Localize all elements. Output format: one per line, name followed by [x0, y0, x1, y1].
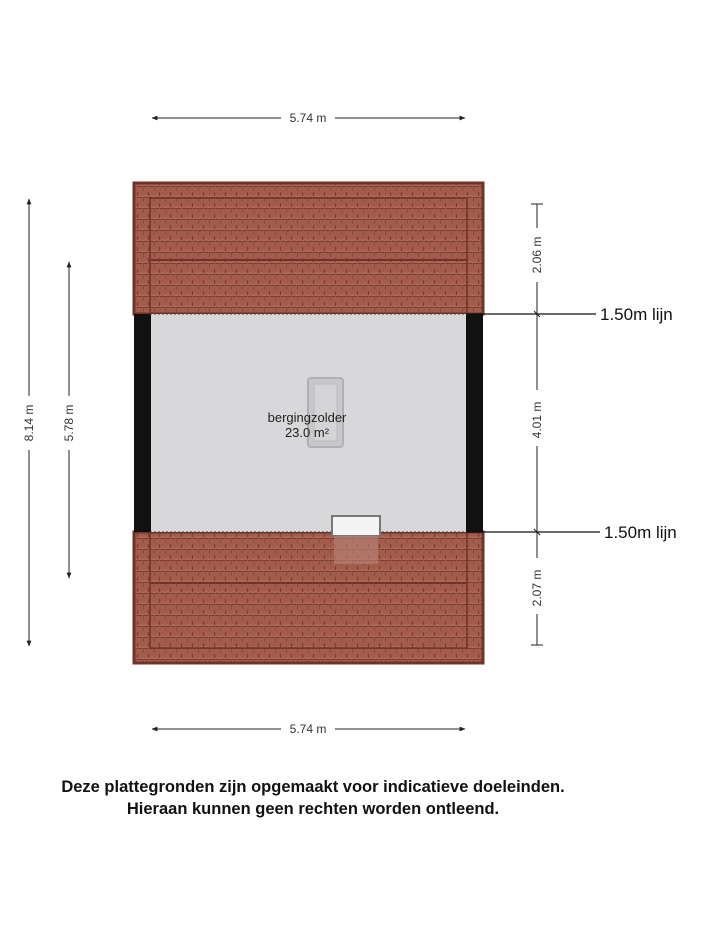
right-top-label: 2.06 m [530, 236, 544, 274]
line-150-upper-label: 1.50m lijn [600, 305, 673, 324]
line-150-lower [466, 523, 677, 542]
width-top-label: 5.74 m [289, 111, 327, 125]
height-total-label: 8.14 m [22, 404, 36, 442]
dimension-height-inner [62, 262, 76, 578]
height-inner-label: 5.78 m [62, 404, 76, 442]
disclaimer [0, 776, 626, 820]
room-name: bergingzolder [267, 410, 347, 425]
disclaimer-line-2: Hieraan kunnen geen rechten worden ontleend. [126, 800, 500, 818]
disclaimer-line-1: Deze plattegronden zijn opgemaakt voor indicatieve doeleinden. [61, 778, 565, 796]
dimension-width-bottom [152, 722, 465, 736]
width-bottom-label: 5.74 m [289, 722, 327, 736]
line-150-lower-label: 1.50m lijn [604, 523, 677, 542]
right-bottom-label: 2.07 m [530, 569, 544, 607]
roof-bottom [134, 532, 483, 663]
line-150-upper [466, 305, 673, 324]
roof-top [134, 183, 483, 314]
dimension-right [530, 204, 544, 645]
stair-hatch [332, 516, 380, 564]
room-area: 23.0 m² [284, 425, 330, 440]
dimension-height-total [22, 199, 36, 646]
right-middle-label: 4.01 m [530, 401, 544, 439]
dimension-width-top [152, 111, 465, 125]
